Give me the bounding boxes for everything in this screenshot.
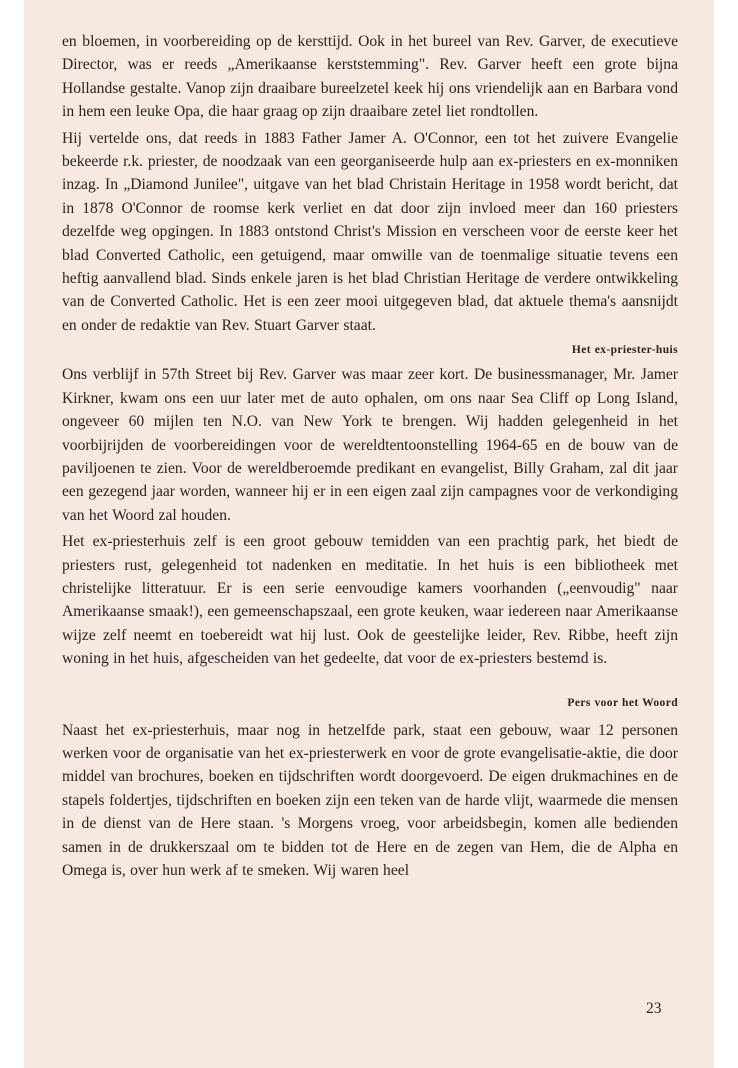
body-text <box>62 30 678 885</box>
page-edge <box>714 0 738 1068</box>
document-page <box>24 0 714 1068</box>
paragraph-verblijf: Ons verblijf in 57th Street bij Rev. Garver was maar zeer kort. De businessmanager, Mr. Jamer Kirkner, kwam ons een uur later met de auto ophalen, om ons naar Sea Cliff op Long Island, ongeveer 60 mijlen ten N.O. van New York te brengen. Wij hadden gelegenheid in het voorbijrijden de voorbereidingen voor de wereldtentoonstelling 1964-65 en de bouw van de paviljoenen te zien. Voor de wereldberoemde predikant en evangelist, Billy Graham, zal dit jaar een gezegend jaar worden, wanneer hij er in een eigen zaal zijn campagnes voor de verkondiging van het Woord zal houden. <box>62 366 678 524</box>
paragraph-oconnor-history: Hij vertelde ons, dat reeds in 1883 Father Jamer A. O'Connor, een tot het zuivere Evangelie bekeerde r.k. priester, de noodzaak van een georganiseerde hulp aan ex-priesters en ex-monniken inzag. In „Diamond Junilee", uitgave van het blad Christain Heritage in 1958 wordt bericht, dat in 1878 O'Connor de roomse kerk verliet en dat door zijn invloed meer dan 160 priesters dezelfde weg opgingen. In 1883 ontstond Christ's Mission en verscheen voor de eerste keer het blad Converted Catholic, een getuigend, maar omwille van de toenmalige situatie tevens een heftig aanvallend blad. Sinds enkele jaren is het blad Christian Heritage de verdere ontwikkeling van de Converted Catholic. Het is een zeer mooi uitgegeven blad, dat aktuele thema's aansnijdt en onder de redaktie van Rev. Stuart Garver staat. <box>62 129 678 334</box>
page-number: 23 <box>646 1000 662 1017</box>
section-heading-pers-voor-het-woord: Pers voor het Woord <box>567 696 678 709</box>
paragraph-drukkerij: Naast het ex-priesterhuis, maar nog in hetzelfde park, staat een gebouw, waar 12 personen werken voor de organisatie van het ex-priesterwerk en voor de grote evangelisatie-aktie, die door middel van brochures, boeken en tijdschriften wordt doorgevoerd. De eigen drukmachines en de stapels foldertjes, tijdschriften en boeken zijn een teken van de harde vlijt, waarmede die mensen in de dienst van de Here staan. 's Morgens vroeg, voor arbeidsbegin, komen alle bedienden samen in de drukkerszaal om te bidden tot de Here en de zegen van Hem, die de Alpha en Omega is, over hun werk af te smeken. Wij waren heel <box>62 721 678 879</box>
paragraph-kersttijd: en bloemen, in voorbereiding op de kersttijd. Ook in het bureel van Rev. Garver, de executieve Director, was er reeds „Amerikaanse kerststemming". Rev. Garver heeft een grote bijna Hollandse gestalte. Vanop zijn draaibare bureelzetel keek hij ons vriendelijk aan en Barbara vond in hem een leuke Opa, die haar graag op zijn draaibare zetel liet rondtollen. <box>62 33 678 121</box>
paragraph-ex-priesterhuis: Het ex-priesterhuis zelf is een groot gebouw temidden van een prachtig park, het biedt de priesters rust, gelegenheid tot nadenken en meditatie. In het huis is een bibliotheek met christelijke litteratuur. Er is een serie eenvoudige kamers voorhanden („eenvoudig" naar Amerikaanse smaak!), een gemeenschapszaal, een grote keuken, waar iedereen naar Amerikaanse wijze zelf neemt en toebereidt wat hij lust. Ook de geestelijke leider, Rev. Ribbe, heeft zijn woning in het huis, afgescheiden van het gedeelte, dat voor de ex-priesters bestemd is. <box>62 533 678 668</box>
section-heading-ex-priester-huis: Het ex-priester-huis <box>571 344 678 357</box>
